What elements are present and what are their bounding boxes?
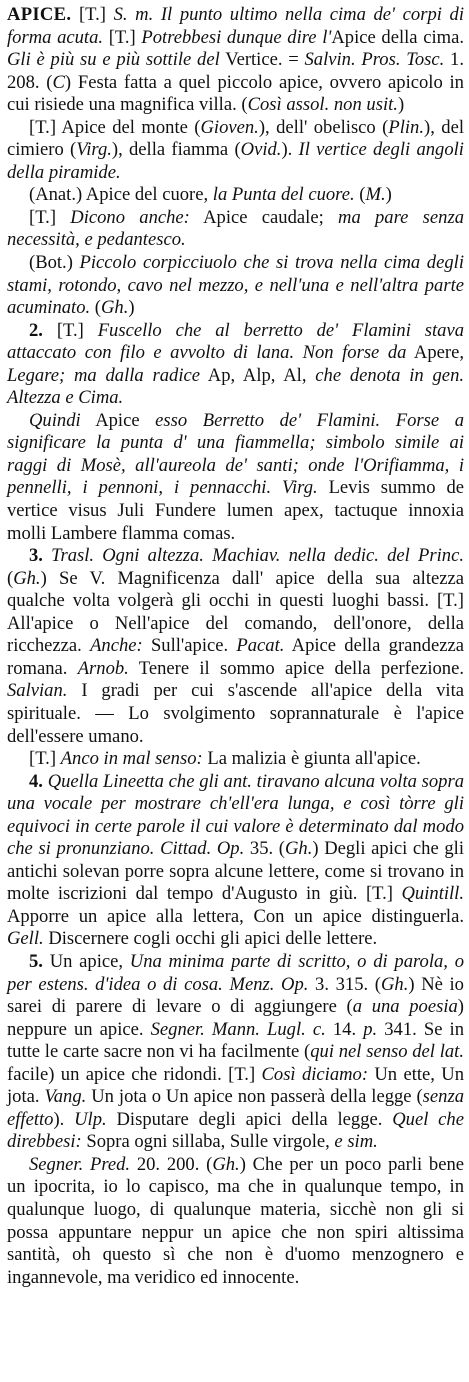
- text-run: facile) un apice che ridondi. [T.]: [7, 1063, 262, 1085]
- text-run: ), dell' obelisco (: [258, 116, 389, 138]
- italic-run: Fuscello che al berretto de' Flamini stava attaccato con filo e avvolto di lana. Non forse da: [7, 319, 464, 364]
- text-run: Un jota o Un apice non passerà della legge (: [86, 1086, 423, 1108]
- sense-text: [7, 545, 464, 746]
- sense-number: 3.: [29, 545, 43, 567]
- italic-run: Gioven.: [200, 116, 259, 138]
- entry-sense-4: [7, 771, 464, 951]
- italic-run: Una minima parte di scritto, o di parola, o per estens. d'idea o di cosa. Menz. Op.: [7, 950, 464, 995]
- grammar-label: S. m.: [113, 4, 154, 25]
- italic-run: Legare; ma dalla radice: [7, 364, 201, 386]
- italic-run: Segner. Mann. Lugl. c.: [150, 1018, 326, 1040]
- sense-text: [7, 951, 464, 1152]
- sense-number: 4.: [29, 770, 43, 792]
- text-run: ).: [53, 1108, 75, 1130]
- italic-run: Il punto ultimo nella cima de' corpi di forma acuta.: [7, 4, 464, 48]
- sense-text: [7, 771, 464, 950]
- italic-run: Ulp.: [74, 1108, 107, 1130]
- text-run: ).: [281, 139, 299, 161]
- italic-run: Segner. Pred.: [29, 1153, 131, 1175]
- entry-paragraph-berretto: [7, 410, 464, 545]
- text-run: 35. (: [244, 838, 285, 860]
- text-run: [T.]: [29, 748, 61, 770]
- text-run: Tenere il sommo apice della perfezione.: [128, 657, 464, 679]
- italic-run: Gh.: [101, 297, 129, 319]
- entry-paragraph-apice-del-monte: [7, 117, 464, 185]
- text-run: Levis summo de vertice visus Juli Fundere lumen apex, tactuque innoxia molli Lambere flamma comas.: [7, 477, 464, 544]
- entry-sense-5: [7, 951, 464, 1154]
- italic-run: Arnob.: [77, 657, 129, 679]
- italic-run: Piccolo corpicciuolo che si trova nella cima degli stami, rotondo, cavo nel mezzo, e nell'una e nell'altra parte acuminato.: [7, 252, 464, 319]
- text-run: [T.] Apice del monte (: [29, 116, 201, 138]
- italic-run: Gh.: [381, 973, 409, 995]
- italic-run: Gell.: [7, 928, 44, 950]
- italic-run: la Punta del cuore.: [212, 184, 355, 206]
- italic-run: Gli è più su e più sottile del: [7, 49, 220, 71]
- italic-run: Pacat.: [236, 635, 285, 657]
- text-run: ) Nè io sarei di parere di levare o di aggiungere (: [7, 973, 464, 1018]
- text-run: 20. 200. (: [130, 1153, 213, 1175]
- entry-paragraph-mal-senso: [7, 748, 464, 771]
- italic-run: Dicono anche:: [70, 206, 190, 228]
- text-run: Disputare degli apici della legge.: [106, 1108, 393, 1130]
- italic-run: Quella Lineetta che gli ant. tiravano alcuna volta sopra una vocale per mostrare ch'ell'era lunga, e così tòrre gli equivoci in certe parole il cui valore è determinato dal modo che si pronunziano. Cittad. Op.: [7, 770, 464, 860]
- italic-run: esso Berretto de' Flamini. Forse a significare la punta d' una fiammella; simbolo simile ai raggi di Mosè, all'aureola de' santi; onde l'Orifiamma, i pennelli, i pennoni, i pennacchi. Virg.: [7, 409, 464, 499]
- italic-run: Così diciamo:: [261, 1063, 369, 1085]
- italic-run: Il vertice degli angoli della piramide.: [7, 139, 464, 183]
- italic-run: Gh.: [212, 1153, 240, 1175]
- text-run: [T.]: [29, 206, 71, 228]
- italic-run: Potrebbesi dunque dire l': [141, 26, 332, 48]
- text-run: Apporre un apice alla lettera, Con un apice distinguerla.: [7, 905, 464, 927]
- text-run: Un apice,: [42, 950, 130, 972]
- text-run: 1. 208. (: [7, 49, 464, 93]
- text-run: ) neppure un apice.: [7, 996, 464, 1040]
- headword: APICE.: [7, 4, 72, 25]
- italic-run: ma pare senza necessità, e pedantesco.: [7, 206, 464, 251]
- text-run: Sull'apice.: [142, 635, 237, 657]
- italic-run: qui nel senso del lat.: [310, 1041, 464, 1063]
- italic-run: M.: [365, 184, 386, 206]
- italic-run: Quel che direbbesi:: [7, 1108, 464, 1153]
- text-run: Un ette, Un jota.: [7, 1063, 464, 1108]
- entry-paragraph-segneri: [7, 1154, 464, 1289]
- text-run: [43, 545, 51, 566]
- text-run: (: [90, 297, 101, 319]
- text-run: Ap, Alp, Al,: [200, 364, 316, 386]
- text-run: Sopra ogni sillaba, Sulle virgole,: [81, 1131, 335, 1153]
- sense-text: [7, 320, 464, 409]
- text-run: ): [397, 94, 405, 116]
- italic-run: Virg.: [76, 139, 112, 161]
- italic-run: Salvian.: [7, 680, 68, 702]
- text-run: ) Che per un poco parli bene un ipocrita, io lo capisco, ma che in qualunque tempo, in qualunque luogo, di qualunque materia, sicchè non gli si possa appuntare neppur un apice che non spiri altissima santità, oh questo sì che non è d'uomo menzognero e ingannevole, ma veridico ed innocente.: [7, 1153, 464, 1288]
- italic-run: senza effetto: [7, 1086, 464, 1130]
- italic-run: a una poesia: [352, 996, 458, 1018]
- text-run: ): [385, 184, 392, 206]
- italic-run: Trasl. Ogni altezza. Machiav. nella dedic. del Princ.: [51, 545, 464, 567]
- text-run: [153, 4, 161, 25]
- text-run: [T.]: [103, 26, 142, 48]
- italic-run: Salvin. Pros. Tosc.: [304, 49, 445, 71]
- sense-number: 5.: [29, 950, 43, 972]
- text-run: (: [354, 184, 366, 206]
- text-run: Apice della cima.: [331, 26, 464, 48]
- text-run: Apice della grandezza romana.: [7, 635, 464, 679]
- entry-sense-2: [7, 320, 464, 410]
- entry-sense-3: [7, 545, 464, 748]
- text-run: Apice: [80, 409, 156, 431]
- text-run: 14.: [325, 1018, 364, 1040]
- italic-run: Così assol. non usit.: [247, 94, 398, 116]
- sense-number: 2.: [29, 319, 43, 341]
- entry-paragraph-botany: [7, 252, 464, 320]
- text-run: (: [7, 567, 14, 589]
- text-run: Apere,: [406, 342, 465, 364]
- text-run: ), del cimiero (: [7, 116, 464, 161]
- italic-run: C: [52, 71, 65, 93]
- italic-run: Quindi: [29, 409, 81, 431]
- tag-t: [T.]: [78, 4, 106, 25]
- text-run: ) Degli apici che gli antichi solevan porre sopra alcune lettere, come si trovano in molte iscrizioni dal tempo d'Augusto in giù. [T.]: [7, 838, 464, 905]
- text-run: I gradi per cui s'ascende all'apice della vita spirituale. — Lo svolgimento soprannaturale è l'apice dell'essere umano.: [7, 680, 464, 747]
- text-run: ) Festa fatta a quel piccolo apice, ovvero apicolo in cui risiede una magnifica villa. (: [7, 71, 464, 116]
- text-run: Discernere cogli occhi gli apici delle lettere.: [43, 928, 378, 950]
- italic-run: Anche:: [90, 635, 143, 657]
- italic-run: Gh.: [13, 567, 41, 589]
- italic-run: Vang.: [44, 1086, 87, 1108]
- text-run: [T.]: [42, 319, 98, 341]
- entry-paragraph-anatomy: [7, 184, 464, 207]
- text-run: 341. Se in tutte le carte sacre non vi ha facilmente (: [7, 1018, 464, 1063]
- text-run: Vertice. =: [219, 49, 305, 71]
- text-run: ) Se V. Magnificenza dall' apice della sua altezza qualche volta volgerà gli occhi in questi luoghi bassi. [T.] All'apice o Nell'apice del comando, dell'onore, della ricchezza.: [7, 567, 464, 657]
- text-run: ): [128, 297, 135, 319]
- italic-run: Anco in mal senso:: [60, 748, 203, 770]
- italic-run: Gh.: [284, 838, 313, 860]
- text-run: (Anat.) Apice del cuore,: [29, 184, 213, 206]
- text-run: ), della fiamma (: [111, 139, 241, 161]
- italic-run: p.: [363, 1018, 378, 1040]
- italic-run: Ovid.: [240, 139, 282, 161]
- italic-run: Quintill.: [401, 883, 464, 905]
- italic-run: che denota in gen. Altezza e Cima.: [7, 364, 465, 409]
- entry-paragraph-caudale: [7, 207, 464, 252]
- definition-text: [7, 4, 464, 115]
- text-run: 3. 315. (: [308, 973, 381, 995]
- text-run: Apice caudale;: [189, 206, 339, 228]
- text-run: (Bot.): [29, 252, 80, 274]
- italic-run: Plin.: [388, 116, 424, 138]
- entry-definition-1: [7, 4, 464, 117]
- italic-run: e sim.: [334, 1131, 378, 1153]
- text-run: La malizia è giunta all'apice.: [202, 748, 421, 770]
